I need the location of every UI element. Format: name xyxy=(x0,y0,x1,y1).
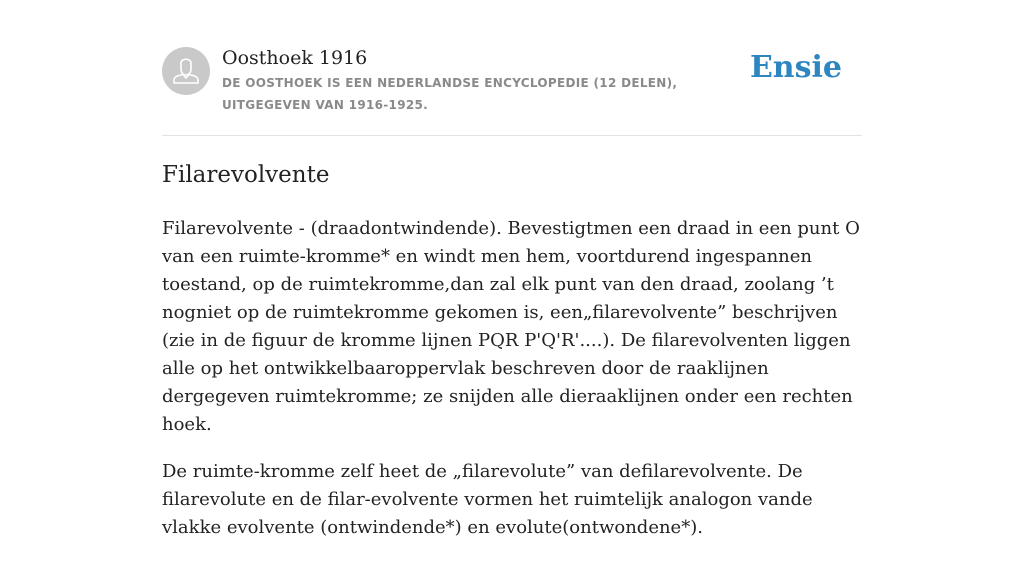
article-paragraph: Filarevolvente - (draadontwindende). Bevestigtmen een draad in een punt O van een ruimte-kromme* en windt men hem, voortdurend ingespannen toestand, op de ruimtekromme,dan zal elk punt van den draad, zoolang ’t nogniet op de ruimtekromme gekomen is, een„filarevolvente” beschrijven (zie in de figuur de kromme lijnen PQR P'Q'R'....). De filarevolventen liggen alle op het ontwikkelbaaroppervlak beschreven door de raaklijnen dergegeven ruimtekromme; ze snijden alle dieraaklijnen onder een rechten hoek. xyxy=(162,218,860,435)
article-title: Filarevolvente xyxy=(162,162,330,188)
header-divider xyxy=(162,135,862,136)
source-avatar[interactable] xyxy=(162,47,210,95)
article-paragraph: De ruimte-kromme zelf heet de „filarevolute” van defilarevolvente. De filarevolute en de filar-evolvente vormen het ruimtelijk analogon vande vlakke evolvente (ontwindende*) en evolute(ontwondene*). xyxy=(162,461,813,538)
ensie-logo[interactable]: Ensie xyxy=(749,50,842,85)
source-description: DE OOSTHOEK IS EEN NEDERLANDSE ENCYCLOPEDIE (12 DELEN), UITGEGEVEN VAN 1916-1925. xyxy=(222,76,678,112)
source-header xyxy=(162,46,862,136)
article xyxy=(162,158,862,561)
source-title[interactable]: Oosthoek 1916 xyxy=(222,47,368,69)
user-silhouette-icon xyxy=(162,47,210,95)
